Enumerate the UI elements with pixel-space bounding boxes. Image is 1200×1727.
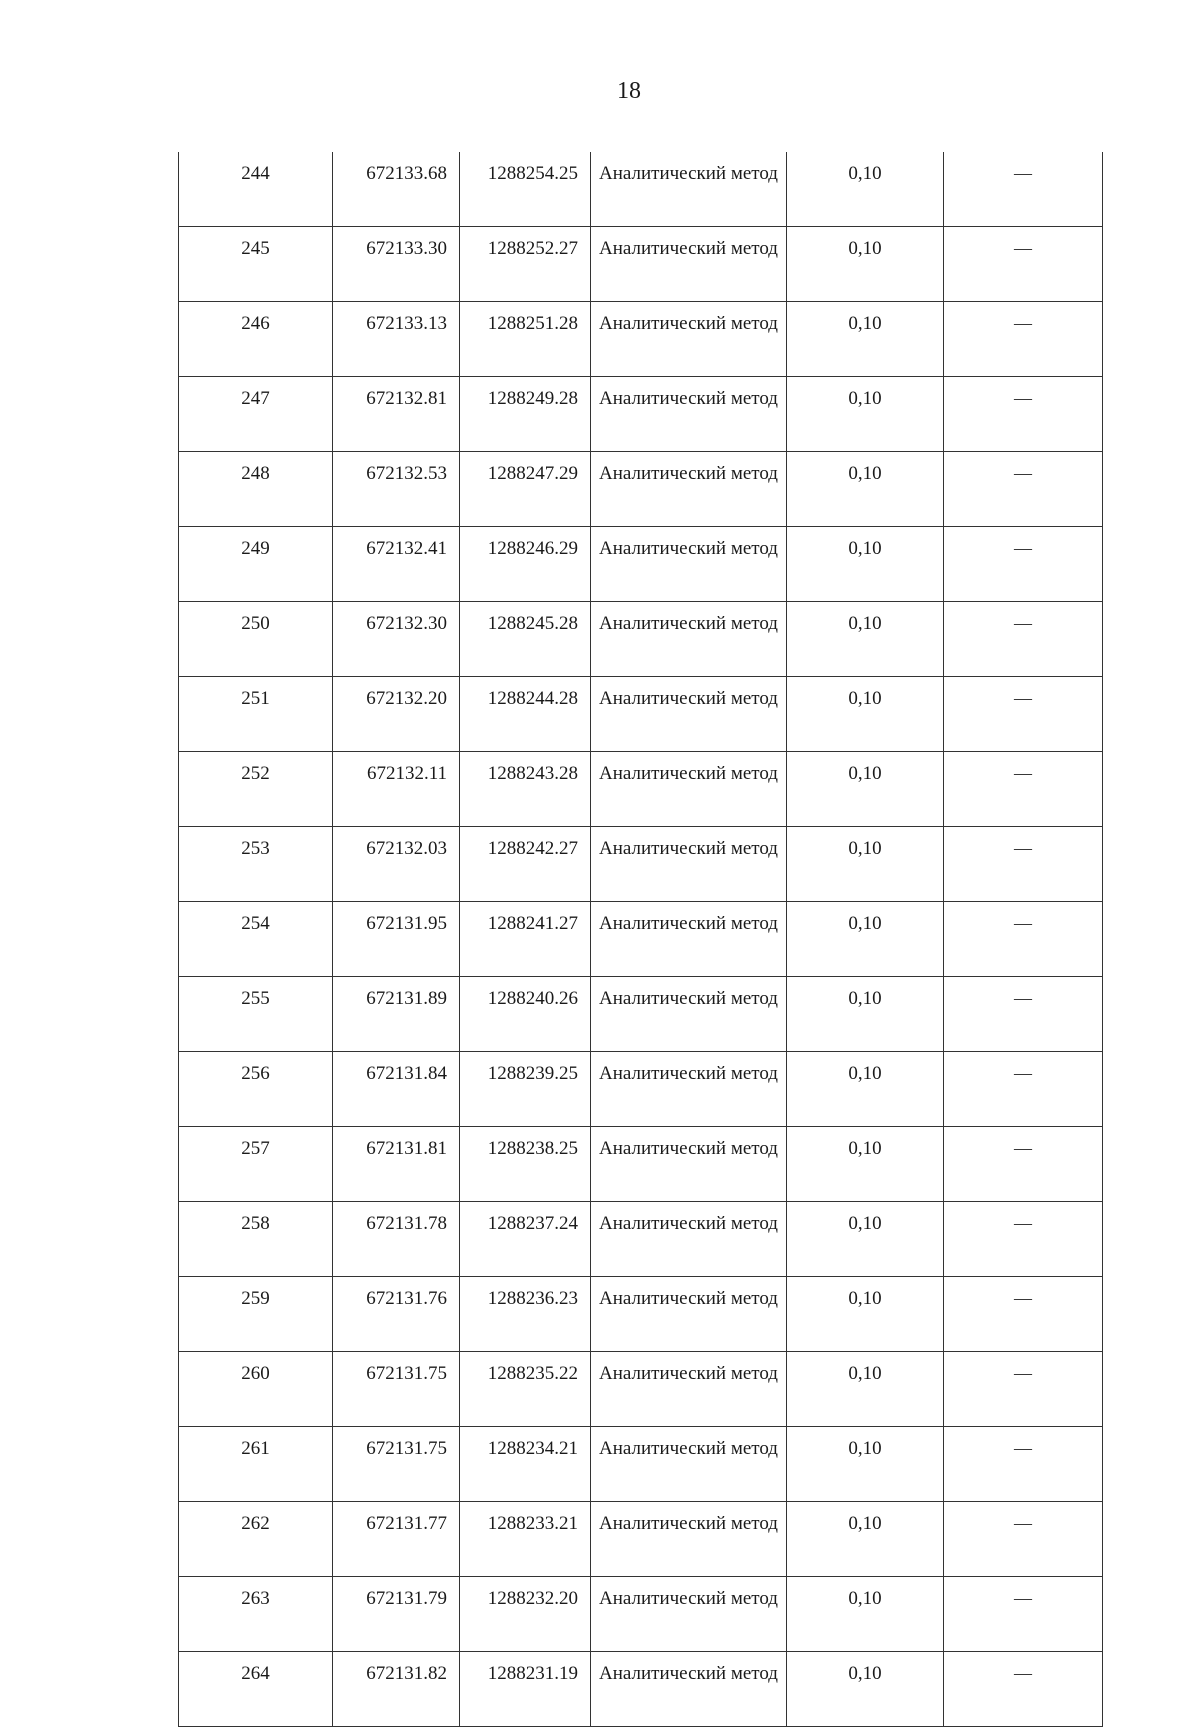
table-row [179, 827, 1103, 902]
accuracy-cell: 0,10 [787, 377, 944, 452]
method-cell: Аналитический метод [591, 1427, 787, 1502]
y-coordinate-cell: 1288242.27 [460, 827, 591, 902]
note-cell: — [944, 227, 1103, 302]
x-coordinate-cell: 672132.53 [333, 452, 460, 527]
x-coordinate-cell: 672131.76 [333, 1277, 460, 1352]
table-row [179, 1052, 1103, 1127]
accuracy-cell: 0,10 [787, 527, 944, 602]
x-coordinate-cell: 672131.82 [333, 1652, 460, 1727]
accuracy-cell: 0,10 [787, 1427, 944, 1502]
accuracy-cell: 0,10 [787, 152, 944, 227]
table-row [179, 377, 1103, 452]
accuracy-cell: 0,10 [787, 977, 944, 1052]
method-cell: Аналитический метод [591, 302, 787, 377]
method-cell: Аналитический метод [591, 1127, 787, 1202]
method-cell: Аналитический метод [591, 1652, 787, 1727]
x-coordinate-cell: 672131.81 [333, 1127, 460, 1202]
method-cell: Аналитический метод [591, 452, 787, 527]
accuracy-cell: 0,10 [787, 1127, 944, 1202]
note-cell: — [944, 752, 1103, 827]
point-number-cell: 259 [179, 1277, 333, 1352]
table-row [179, 227, 1103, 302]
note-cell: — [944, 602, 1103, 677]
note-cell: — [944, 1127, 1103, 1202]
accuracy-cell: 0,10 [787, 902, 944, 977]
point-number-cell: 263 [179, 1577, 333, 1652]
point-number-cell: 254 [179, 902, 333, 977]
x-coordinate-cell: 672131.75 [333, 1352, 460, 1427]
note-cell: — [944, 1202, 1103, 1277]
y-coordinate-cell: 1288232.20 [460, 1577, 591, 1652]
accuracy-cell: 0,10 [787, 1502, 944, 1577]
y-coordinate-cell: 1288238.25 [460, 1127, 591, 1202]
note-cell: — [944, 1352, 1103, 1427]
y-coordinate-cell: 1288245.28 [460, 602, 591, 677]
y-coordinate-cell: 1288254.25 [460, 152, 591, 227]
method-cell: Аналитический метод [591, 1502, 787, 1577]
method-cell: Аналитический метод [591, 1577, 787, 1652]
accuracy-cell: 0,10 [787, 827, 944, 902]
method-cell: Аналитический метод [591, 1052, 787, 1127]
accuracy-cell: 0,10 [787, 1277, 944, 1352]
table-row [179, 1202, 1103, 1277]
accuracy-cell: 0,10 [787, 1052, 944, 1127]
accuracy-cell: 0,10 [787, 1202, 944, 1277]
accuracy-cell: 0,10 [787, 752, 944, 827]
method-cell: Аналитический метод [591, 1352, 787, 1427]
note-cell: — [944, 1427, 1103, 1502]
x-coordinate-cell: 672133.68 [333, 152, 460, 227]
note-cell: — [944, 152, 1103, 227]
y-coordinate-cell: 1288244.28 [460, 677, 591, 752]
x-coordinate-cell: 672132.41 [333, 527, 460, 602]
x-coordinate-cell: 672133.13 [333, 302, 460, 377]
table-row [179, 1352, 1103, 1427]
table-row [179, 452, 1103, 527]
point-number-cell: 252 [179, 752, 333, 827]
table-row [179, 1127, 1103, 1202]
coordinates-table [178, 152, 1103, 1727]
y-coordinate-cell: 1288239.25 [460, 1052, 591, 1127]
method-cell: Аналитический метод [591, 1202, 787, 1277]
x-coordinate-cell: 672131.75 [333, 1427, 460, 1502]
table-row [179, 302, 1103, 377]
note-cell: — [944, 677, 1103, 752]
x-coordinate-cell: 672131.79 [333, 1577, 460, 1652]
accuracy-cell: 0,10 [787, 1577, 944, 1652]
y-coordinate-cell: 1288246.29 [460, 527, 591, 602]
x-coordinate-cell: 672131.84 [333, 1052, 460, 1127]
method-cell: Аналитический метод [591, 752, 787, 827]
x-coordinate-cell: 672133.30 [333, 227, 460, 302]
point-number-cell: 250 [179, 602, 333, 677]
point-number-cell: 256 [179, 1052, 333, 1127]
method-cell: Аналитический метод [591, 377, 787, 452]
point-number-cell: 247 [179, 377, 333, 452]
note-cell: — [944, 527, 1103, 602]
y-coordinate-cell: 1288247.29 [460, 452, 591, 527]
note-cell: — [944, 1577, 1103, 1652]
note-cell: — [944, 377, 1103, 452]
accuracy-cell: 0,10 [787, 452, 944, 527]
point-number-cell: 244 [179, 152, 333, 227]
y-coordinate-cell: 1288243.28 [460, 752, 591, 827]
x-coordinate-cell: 672131.77 [333, 1502, 460, 1577]
y-coordinate-cell: 1288249.28 [460, 377, 591, 452]
y-coordinate-cell: 1288252.27 [460, 227, 591, 302]
method-cell: Аналитический метод [591, 527, 787, 602]
point-number-cell: 258 [179, 1202, 333, 1277]
point-number-cell: 261 [179, 1427, 333, 1502]
accuracy-cell: 0,10 [787, 1652, 944, 1727]
point-number-cell: 262 [179, 1502, 333, 1577]
table-row [179, 1577, 1103, 1652]
point-number-cell: 246 [179, 302, 333, 377]
method-cell: Аналитический метод [591, 227, 787, 302]
y-coordinate-cell: 1288234.21 [460, 1427, 591, 1502]
y-coordinate-cell: 1288236.23 [460, 1277, 591, 1352]
note-cell: — [944, 1277, 1103, 1352]
y-coordinate-cell: 1288237.24 [460, 1202, 591, 1277]
y-coordinate-cell: 1288233.21 [460, 1502, 591, 1577]
note-cell: — [944, 902, 1103, 977]
x-coordinate-cell: 672131.89 [333, 977, 460, 1052]
note-cell: — [944, 1052, 1103, 1127]
accuracy-cell: 0,10 [787, 302, 944, 377]
table-row [179, 977, 1103, 1052]
table-row [179, 1277, 1103, 1352]
note-cell: — [944, 977, 1103, 1052]
table-row [179, 902, 1103, 977]
method-cell: Аналитический метод [591, 677, 787, 752]
x-coordinate-cell: 672132.81 [333, 377, 460, 452]
accuracy-cell: 0,10 [787, 227, 944, 302]
y-coordinate-cell: 1288240.26 [460, 977, 591, 1052]
accuracy-cell: 0,10 [787, 602, 944, 677]
point-number-cell: 248 [179, 452, 333, 527]
point-number-cell: 257 [179, 1127, 333, 1202]
x-coordinate-cell: 672132.11 [333, 752, 460, 827]
method-cell: Аналитический метод [591, 152, 787, 227]
x-coordinate-cell: 672132.03 [333, 827, 460, 902]
y-coordinate-cell: 1288251.28 [460, 302, 591, 377]
accuracy-cell: 0,10 [787, 1352, 944, 1427]
y-coordinate-cell: 1288235.22 [460, 1352, 591, 1427]
y-coordinate-cell: 1288241.27 [460, 902, 591, 977]
y-coordinate-cell: 1288231.19 [460, 1652, 591, 1727]
method-cell: Аналитический метод [591, 602, 787, 677]
note-cell: — [944, 452, 1103, 527]
table-row [179, 527, 1103, 602]
accuracy-cell: 0,10 [787, 677, 944, 752]
note-cell: — [944, 1652, 1103, 1727]
x-coordinate-cell: 672131.95 [333, 902, 460, 977]
point-number-cell: 260 [179, 1352, 333, 1427]
method-cell: Аналитический метод [591, 1277, 787, 1352]
point-number-cell: 253 [179, 827, 333, 902]
table-row [179, 1652, 1103, 1727]
note-cell: — [944, 302, 1103, 377]
x-coordinate-cell: 672131.78 [333, 1202, 460, 1277]
x-coordinate-cell: 672132.20 [333, 677, 460, 752]
method-cell: Аналитический метод [591, 902, 787, 977]
point-number-cell: 255 [179, 977, 333, 1052]
point-number-cell: 251 [179, 677, 333, 752]
table-row [179, 602, 1103, 677]
note-cell: — [944, 827, 1103, 902]
page-number: 18 [617, 78, 641, 104]
table-row [179, 152, 1103, 227]
method-cell: Аналитический метод [591, 827, 787, 902]
table-row [179, 1502, 1103, 1577]
method-cell: Аналитический метод [591, 977, 787, 1052]
note-cell: — [944, 1502, 1103, 1577]
point-number-cell: 245 [179, 227, 333, 302]
table-row [179, 677, 1103, 752]
point-number-cell: 249 [179, 527, 333, 602]
table-row [179, 1427, 1103, 1502]
point-number-cell: 264 [179, 1652, 333, 1727]
table-body [179, 152, 1103, 1727]
x-coordinate-cell: 672132.30 [333, 602, 460, 677]
table-row [179, 752, 1103, 827]
